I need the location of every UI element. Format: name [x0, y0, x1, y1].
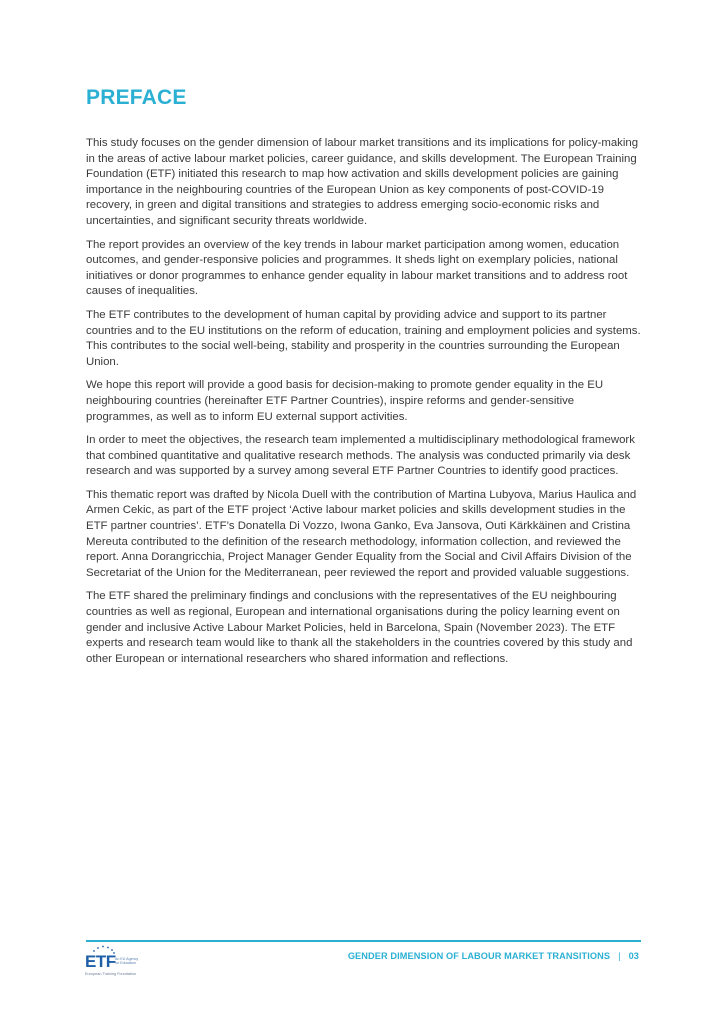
paragraph: This study focuses on the gender dimension of labour market transitions and its implications for policy-making in the areas of active labour market policies, career guidance, and skills development. The European Training Foundation (ETF) initiated this research to map how activation and skills development policies are gaining importance in the neighbouring countries of the European Union as key components of post-COVID-19 recovery, in green and digital transitions and strategies to address emerging socio-economic risks and uncertainties, and significant security threats worldwide.	[86, 137, 639, 227]
page-number: 03	[628, 951, 639, 961]
paragraph: The ETF shared the preliminary findings and conclusions with the representatives of the EU neighbouring countries as well as regional, European and international organisations during the policy learning event on gender and inclusive Active Labour Market Policies, held in Barcelona, Spain (November 2023). The ETF experts and research team would like to thank all the stakeholders in the countries covered by this study and other European or international researchers who shared information and reflections.	[86, 590, 633, 665]
footer-divider	[86, 940, 641, 942]
paragraph: The report provides an overview of the key trends in labour market participation among women, education outcomes, and gender-responsive policies and programmes. It sheds light on exemplary policies, national initiatives or donor programmes to enhance gender equality in labour market transitions and to address root causes of inequalities.	[86, 238, 628, 298]
page-title: PREFACE	[86, 86, 187, 109]
paragraph: In order to meet the objectives, the research team implemented a multidisciplinary methodological framework that combined quantitative and qualitative research methods. The analysis was conducted primarily via desk research and was supported by a survey among several ETF Partner Countries to identify good practices.	[86, 434, 635, 478]
logo-tagline: European Training Foundation	[85, 972, 137, 976]
logo-small-text: An EU Agency for Education	[115, 957, 139, 966]
footer-running-head	[348, 951, 639, 961]
logo-mark: ETF	[85, 952, 116, 971]
paragraph: The ETF contributes to the development of human capital by providing advice and support to its partner countries and to the EU institutions on the reform of education, training and employment policies and systems. This contributes to the social well-being, stability and prosperity in the countries surrounding the European Union.	[86, 308, 641, 368]
paragraph: We hope this report will provide a good basis for decision-making to promote gender equality in the EU neighbouring countries (hereinafter ETF Partner Countries), inspire reforms and gender-sensitive programmes, as well as to inform EU external support activities.	[86, 379, 604, 423]
running-title: GENDER DIMENSION OF LABOUR MARKET TRANSITIONS	[347, 951, 611, 961]
etf-logo	[84, 944, 144, 978]
footer-separator: |	[618, 951, 621, 961]
body-text	[86, 136, 642, 675]
paragraph: This thematic report was drafted by Nicola Duell with the contribution of Martina Lubyova, Marius Haulica and Armen Cekic, as part of the ETF project ‘Active labour market policies and skills development studies in the ETF partner countries’. ETF’s Donatella Di Vozzo, Iwona Ganko, Eva Jansova, Outi Kärkkäinen and Cristina Mereuta contributed to the definition of the research methodology, information collection, and reviewed the report. Anna Dorangricchia, Project Manager Gender Equality from the Social and Civil Affairs Division of the Secretariat of the Union for the Mediterranean, peer reviewed the report and provided valuable suggestions.	[86, 488, 637, 579]
